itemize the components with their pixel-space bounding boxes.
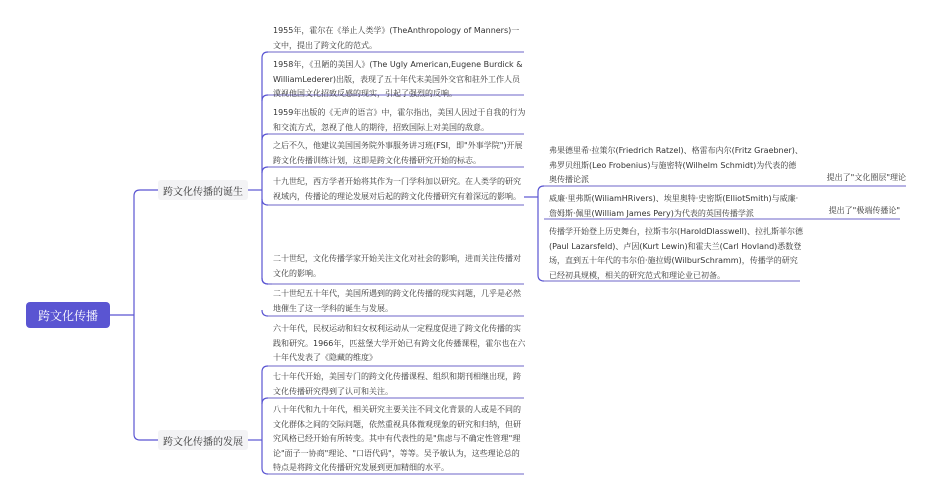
sub-leaf-node[interactable]: 传播学开始登上历史舞台，拉斯韦尔(HaroldDlasswell)、拉扎斯菲尔德(Paul Lazarsfeld)、卢因(Kurt Lewin)和霍夫兰(Carl Hovland)悉数登场，直到五十年代的韦尔伯·施拉姆(WilburSchramm)，传播学的研究已经初具规模，相关的研究范式和理论业已初备。 bbox=[549, 227, 803, 280]
branch-label: 跨文化传播的发展 bbox=[163, 436, 243, 448]
leaf-node[interactable]: 二十世纪五十年代，美国所遇到的跨文化传播的现实问题，几乎是必然地催生了这一学科的诞生与发展。 bbox=[273, 289, 521, 313]
leaf-node[interactable]: 1955年，霍尔在《举止人类学》(TheAnthropology of Manners)一文中，提出了跨文化的范式。 bbox=[273, 26, 520, 50]
leaf-node[interactable]: 六十年代，民权运动和妇女权利运动从一定程度促进了跨文化传播的实践和研究。1966年，匹兹堡大学开始已有跨文化传播课程，霍尔也在六十年代发表了《隐藏的维度》 bbox=[273, 324, 526, 362]
leaf-node[interactable]: 二十世纪，文化传播学家开始关注文化对社会的影响，进而关注传播对文化的影响。 bbox=[273, 254, 521, 278]
note-node[interactable]: 提出了"极端传播论" bbox=[828, 206, 900, 215]
root-label: 跨文化传播 bbox=[37, 308, 98, 323]
root-node[interactable] bbox=[26, 302, 110, 328]
branch-node-birth[interactable] bbox=[158, 180, 248, 200]
leaf-node[interactable]: 十九世纪，西方学者开始将其作为一门学科加以研究。在人类学的研究视域内，传播论的理论发展对后起的跨文化传播研究有着深远的影响。 bbox=[273, 177, 521, 201]
note-node[interactable]: 提出了"文化圈层"理论 bbox=[826, 173, 906, 182]
branch-node-development[interactable] bbox=[158, 430, 248, 450]
leaf-node[interactable]: 之后不久，他建议美国国务院外事服务讲习班(FSI，即"外事学院")开展跨文化传播训练计划，这即是跨文化传播研究开始的标志。 bbox=[273, 141, 523, 165]
sub-leaf-node[interactable]: 威廉·里弗斯(WiliamHRivers)、埃里奥特·史密斯(ElliotSmith)与威廉·詹姆斯·佩里(William James Pery)为代表的英国传播学派 bbox=[549, 194, 799, 218]
leaf-node[interactable]: 七十年代开始，美国专门的跨文化传播课程、组织和期刊相继出现，跨文化传播研究得到了认可和关注。 bbox=[273, 372, 521, 396]
branch-label: 跨文化传播的诞生 bbox=[163, 186, 243, 198]
sub-leaf-node[interactable]: 弗果德里希·拉策尔(Friedrich Ratzel)、格雷布内尔(Fritz Graebner)、弗罗贝纽斯(Leo Frobenius)与施密特(Wilhelm Schmidt)为代表的德奥传播论派 bbox=[549, 146, 803, 184]
leaf-node[interactable]: 1958年，《丑陋的美国人》(The Ugly American,Eugene Burdick & WilliamLederer)出版，表现了五十年代末美国外交官和驻外工作人员漠视他国文化招致反感的现实，引起了强烈的反响。 bbox=[273, 60, 523, 98]
leaf-node[interactable]: 1959年出版的《无声的语言》中，霍尔指出，美国人因过于自我的行为和交流方式，忽视了他人的期待，招致国际上对美国的敌意。 bbox=[273, 108, 526, 132]
leaf-node[interactable]: 八十年代和九十年代，相关研究主要关注不同文化背景的人或是不同的文化群体之间的交际问题，依然重视具体微观现象的研究和归纳，但研究风格已经开始有所转变。其中有代表性的是"焦虑与不确定性管理"理论"面子一协商"理论、"口语代码"，等等。吴予敏认为，这些理论总的特点是将跨文化传播研究发展到更加精细的水平。 bbox=[273, 405, 521, 472]
